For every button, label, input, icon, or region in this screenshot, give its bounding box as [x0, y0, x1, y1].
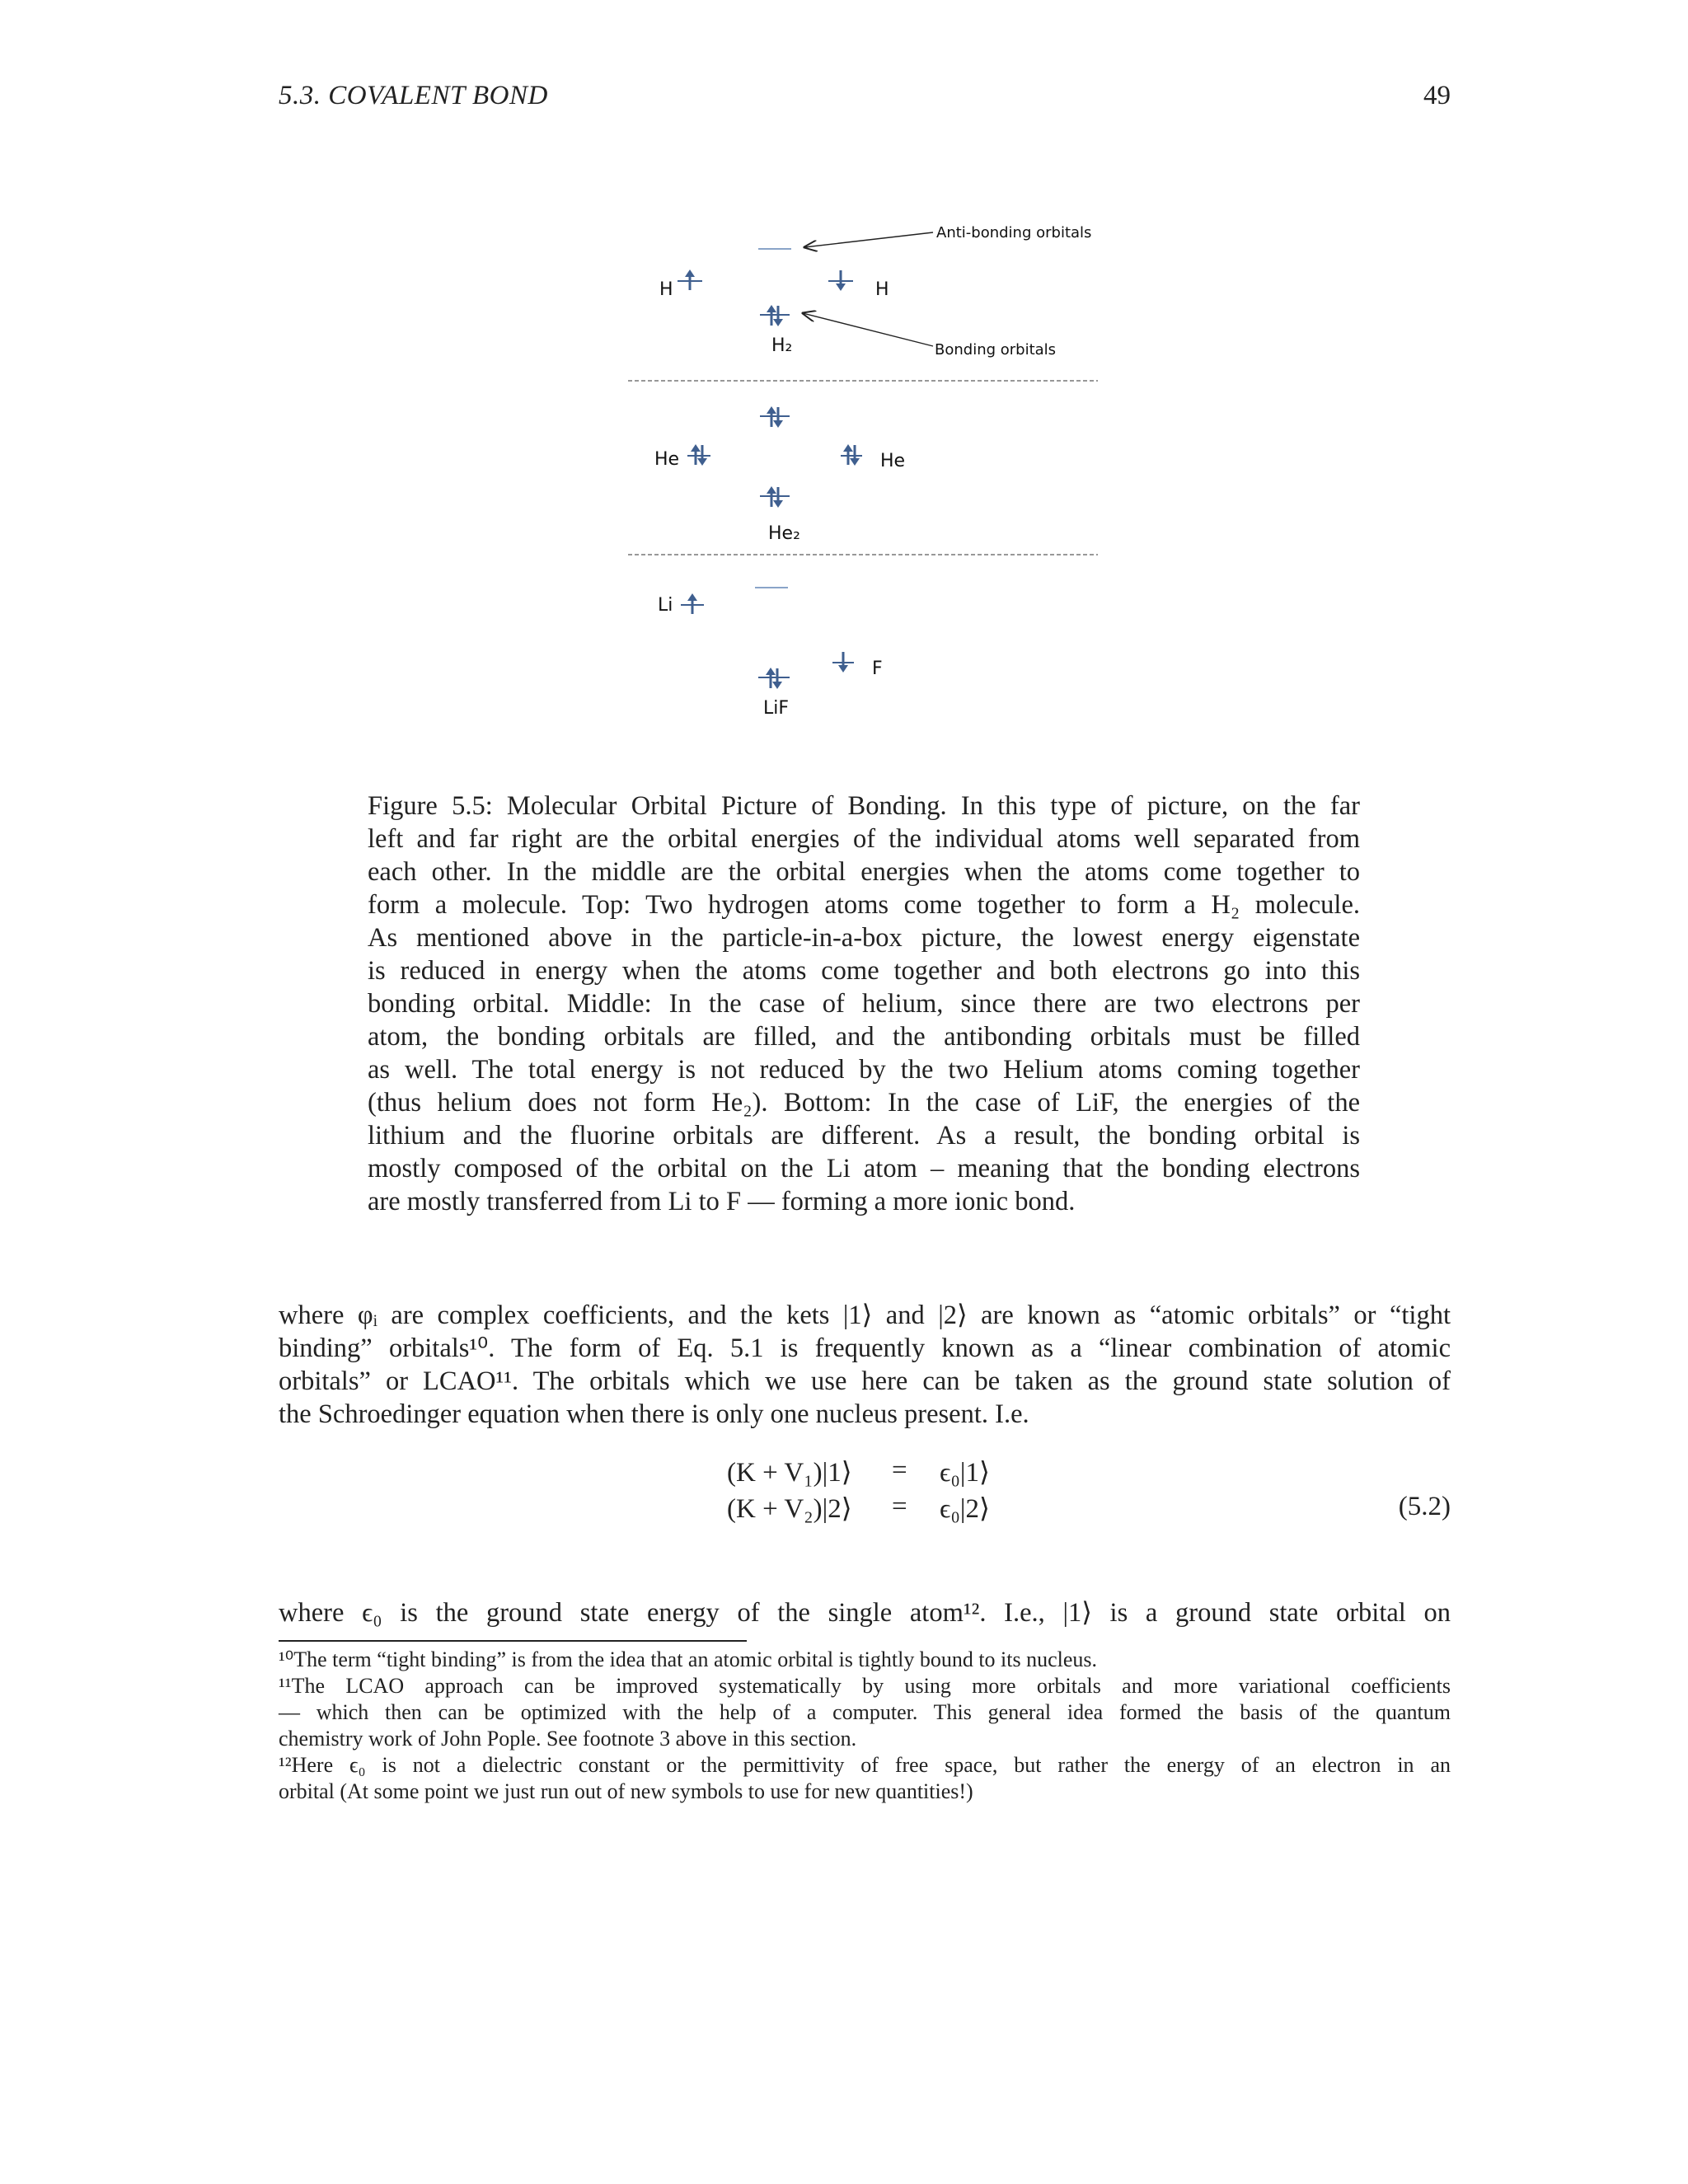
footnote-rule	[279, 1640, 747, 1642]
body-line: where φᵢ are complex coefficients, and the kets |1⟩ and |2⟩ are known as “atomic orbitals” or “tight	[279, 1301, 1451, 1330]
lif-label: LiF	[763, 698, 790, 719]
body-line: where ϵ₀ is the ground state energy of the single atom¹². I.e., |1⟩ is a ground state orbital on	[279, 1598, 1451, 1628]
footnote-11	[279, 1673, 1451, 1752]
body-paragraph	[279, 1299, 1451, 1431]
h-left-electron	[685, 269, 695, 290]
antibonding-label: Anti-bonding orbitals	[936, 224, 1092, 241]
caption-line: as well. The total energy is not reduced by the two Helium atoms coming together	[368, 1055, 1360, 1085]
caption-line: left and far right are the orbital energies of the individual atoms well separated from	[368, 824, 1360, 854]
footnote-line: ¹⁰The term “tight binding” is from the idea that an atomic orbital is tightly bound to its nucleus.	[279, 1647, 1098, 1671]
f-label: F	[872, 658, 883, 679]
eq-row2-lhs: (K + V₂)|2⟩	[727, 1494, 852, 1524]
footnote-12	[279, 1752, 1451, 1805]
he-right-label: He	[880, 451, 906, 471]
eq-row1-equals: =	[892, 1455, 907, 1485]
caption-line: are mostly transferred from Li to F — forming a more ionic bond.	[368, 1187, 1076, 1216]
caption-line: Figure 5.5: Molecular Orbital Picture of Bonding. In this type of picture, on the far	[368, 791, 1360, 821]
body-paragraph-2	[279, 1596, 1451, 1629]
h-left-label: H	[659, 279, 673, 300]
h-right-label: H	[875, 279, 889, 300]
body-line: the Schroedinger equation when there is only one nucleus present. I.e.	[279, 1399, 1029, 1429]
footnote-10	[279, 1647, 1451, 1673]
caption-line: each other. In the middle are the orbital energies when the atoms come together to	[368, 857, 1360, 887]
running-header-section: 5.3. COVALENT BOND	[279, 81, 548, 110]
molecular-orbital-figure	[620, 213, 1106, 724]
he2-label: He₂	[768, 523, 800, 544]
caption-line: bonding orbital. Middle: In the case of helium, since there are two electrons per	[368, 989, 1360, 1019]
he-left-label: He	[654, 449, 680, 470]
eq-row2-equals: =	[892, 1492, 907, 1521]
footnote-line: — which then can be optimized with the help of a computer. This general idea formed the basis of the quantum	[279, 1700, 1451, 1724]
body-line: orbitals” or LCAO¹¹. The orbitals which we use here can be taken as the ground state solution of	[279, 1366, 1451, 1396]
caption-line: As mentioned above in the particle-in-a-box picture, the lowest energy eigenstate	[368, 923, 1360, 953]
li-electron	[687, 593, 697, 614]
li-label: Li	[658, 595, 673, 616]
equation-number: (5.2)	[1398, 1492, 1451, 1521]
eq-row2-rhs: ϵ₀|2⟩	[940, 1494, 990, 1524]
antibonding-pointer	[804, 232, 933, 247]
figure-caption	[368, 790, 1360, 1218]
h2-label: H₂	[771, 335, 793, 356]
page-number: 49	[1423, 81, 1451, 110]
footnote-line: ¹¹The LCAO approach can be improved systematically by using more orbitals and more variational coefficients	[279, 1674, 1451, 1698]
caption-line: atom, the bonding orbitals are filled, and the antibonding orbitals must be filled	[368, 1022, 1360, 1052]
body-line: binding” orbitals¹⁰. The form of Eq. 5.1 is frequently known as a “linear combination of atomic	[279, 1333, 1451, 1363]
bonding-label: Bonding orbitals	[935, 341, 1057, 359]
caption-line: mostly composed of the orbital on the Li atom – meaning that the bonding electrons	[368, 1154, 1360, 1183]
eq-row1-rhs: ϵ₀|1⟩	[940, 1458, 990, 1488]
footnote-line: ¹²Here ϵ₀ is not a dielectric constant or the permittivity of free space, but rather the energy of an electron in an	[279, 1753, 1451, 1777]
footnote-line: chemistry work of John Pople. See footnote 3 above in this section.	[279, 1727, 857, 1750]
caption-line: is reduced in energy when the atoms come together and both electrons go into this	[368, 956, 1360, 986]
eq-row1-lhs: (K + V₁)|1⟩	[727, 1458, 852, 1488]
bonding-pointer	[803, 313, 933, 346]
caption-line: lithium and the fluorine orbitals are different. As a result, the bonding orbital is	[368, 1121, 1360, 1151]
caption-line: form a molecule. Top: Two hydrogen atoms come together to form a H₂ molecule.	[368, 890, 1360, 920]
caption-line: (thus helium does not form He₂). Bottom: In the case of LiF, the energies of the	[368, 1088, 1360, 1118]
footnote-line: orbital (At some point we just run out of new symbols to use for new quantities!)	[279, 1779, 973, 1803]
